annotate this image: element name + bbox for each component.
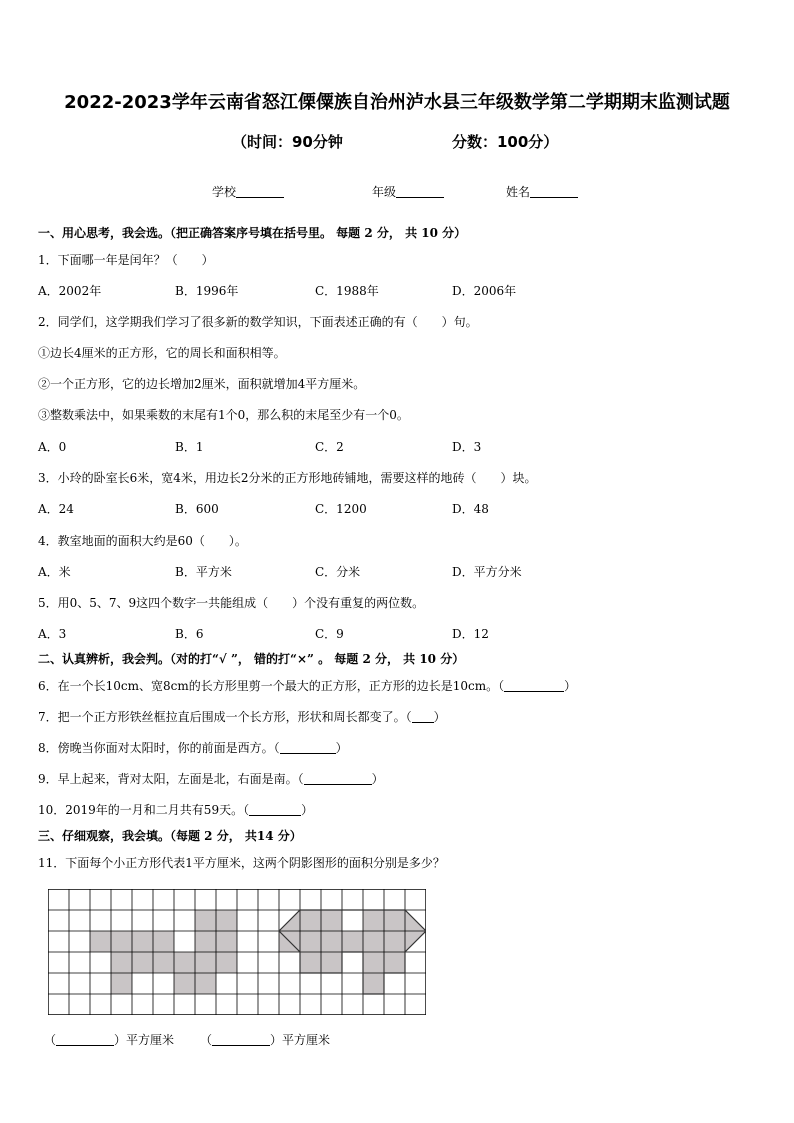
grade-field[interactable]	[372, 183, 444, 200]
q3-option-b[interactable]: B．600	[175, 502, 219, 516]
question-6	[38, 677, 576, 694]
shape-1-cell	[111, 952, 132, 973]
q7-text: 7．把一个正方形铁丝框拉直后围成一个长方形，形状和周长都变了。（	[38, 710, 412, 724]
q8-answer-blank[interactable]	[280, 741, 336, 754]
school-blank[interactable]	[236, 185, 284, 198]
q2-option-a[interactable]: A．0	[38, 440, 67, 454]
q3-option-c[interactable]: C．1200	[315, 502, 367, 516]
q11-answer-2-unit: ）平方厘米	[270, 1033, 331, 1047]
shape-1-cell	[174, 973, 195, 994]
shape-1-cell	[216, 910, 237, 931]
shape-2-cell	[384, 910, 405, 931]
grade-label: 年级	[372, 185, 397, 199]
question-3: 3．小玲的卧室长6米，宽4米，用边长2分米的正方形地砖铺地，需要这样的地砖（ ）块。	[38, 471, 537, 485]
q6-close: ）	[564, 679, 577, 693]
shape-1-cell	[132, 952, 153, 973]
q2-statement-2: ②一个正方形，它的边长增加2厘米，面积就增加4平方厘米。	[38, 377, 366, 391]
q2-option-b[interactable]: B．1	[175, 440, 204, 454]
grade-blank[interactable]	[396, 185, 444, 198]
question-10	[38, 801, 313, 818]
shape-2-cell	[321, 910, 342, 931]
shape-2-cell	[300, 952, 321, 973]
question-5: 5．用0、5、7、9这四个数字一共能组成（ ）个没有重复的两位数。	[38, 596, 425, 610]
q5-option-c[interactable]: C．9	[315, 627, 344, 641]
name-blank[interactable]	[530, 185, 578, 198]
q2-statement-3: ③整数乘法中，如果乘数的末尾有1个0，那么积的末尾至少有一个0。	[38, 408, 409, 422]
question-9	[38, 770, 384, 787]
q10-answer-blank[interactable]	[249, 803, 301, 816]
shape-1-cell	[90, 931, 111, 952]
q6-text: 6．在一个长10cm、宽8cm的长方形里剪一个最大的正方形，正方形的边长是10cm。（	[38, 679, 505, 693]
q7-close: ）	[433, 710, 446, 724]
q8-text: 8．傍晚当你面对太阳时，你的前面是西方。（	[38, 741, 280, 755]
q5-option-d[interactable]: D．12	[452, 627, 489, 641]
name-field[interactable]	[506, 183, 578, 200]
q11-answer-1-blank[interactable]	[56, 1033, 114, 1046]
shape-1-cell	[111, 931, 132, 952]
shape-2-cell	[300, 931, 321, 952]
q11-answer-1-unit: ）平方厘米	[114, 1033, 175, 1047]
q11-answer-1-open: （	[44, 1033, 57, 1047]
q9-answer-blank[interactable]	[304, 772, 372, 785]
q2-option-d[interactable]: D．3	[452, 440, 482, 454]
question-4: 4．教室地面的面积大约是60（ ）。	[38, 534, 247, 548]
shape-2-cell	[342, 931, 363, 952]
shape-1-cell	[153, 952, 174, 973]
q4-option-b[interactable]: B．平方米	[175, 565, 232, 579]
q11-answer-2-open: （	[200, 1033, 213, 1047]
shape-1-cell	[216, 931, 237, 952]
q11-answer-2	[200, 1031, 330, 1048]
q2-option-c[interactable]: C．2	[315, 440, 344, 454]
shape-1-cell	[195, 973, 216, 994]
q4-option-c[interactable]: C．分米	[315, 565, 361, 579]
shape-1-cell	[153, 931, 174, 952]
shape-1-cell	[195, 952, 216, 973]
shape-2-cell	[363, 910, 384, 931]
shape-1-cell	[174, 952, 195, 973]
q1-option-d[interactable]: D．2006年	[452, 284, 517, 298]
q11-answer-1	[44, 1031, 174, 1048]
exam-time: （时间：90分钟	[232, 133, 343, 151]
section-2-heading: 二、认真辨析，我会判。（对的打“√ ”， 错的打“×” 。 每题 2 分， 共 10 分）	[38, 652, 465, 666]
shape-2-cell	[384, 931, 405, 952]
page-title: 2022-2023学年云南省怒江傈僳族自治州泸水县三年级数学第二学期期末监测试题	[64, 92, 730, 113]
question-8	[38, 739, 348, 756]
q1-option-a[interactable]: A．2002年	[38, 284, 102, 298]
question-11: 11．下面每个小正方形代表1平方厘米，这两个阴影图形的面积分别是多少？	[38, 856, 445, 870]
q6-answer-blank[interactable]	[504, 679, 564, 692]
shape-2-cell	[363, 931, 384, 952]
shape-2-cell	[384, 952, 405, 973]
shape-2-cell	[300, 910, 321, 931]
exam-score: 分数：100分）	[452, 133, 559, 151]
section-3-heading: 三、仔细观察，我会填。（每题 2 分， 共14 分）	[38, 829, 302, 843]
shape-1-cell	[111, 973, 132, 994]
q5-option-b[interactable]: B．6	[175, 627, 204, 641]
shape-1-cell	[195, 910, 216, 931]
question-1: 1．下面哪一年是闰年？（ ）	[38, 253, 214, 267]
q4-option-d[interactable]: D．平方分米	[452, 565, 522, 579]
q2-statement-1: ①边长4厘米的正方形，它的周长和面积相等。	[38, 346, 286, 360]
q8-close: ）	[335, 741, 348, 755]
question-7	[38, 708, 446, 725]
school-field[interactable]	[212, 183, 284, 200]
name-label: 姓名	[506, 185, 531, 199]
q1-option-b[interactable]: B．1996年	[175, 284, 239, 298]
q7-answer-blank[interactable]	[412, 710, 434, 723]
q10-close: ）	[301, 803, 314, 817]
grid-figure	[48, 889, 426, 1015]
q9-text: 9．早上起来，背对太阳，左面是北，右面是南。（	[38, 772, 304, 786]
shape-2-cell	[321, 952, 342, 973]
shape-1-cell	[216, 952, 237, 973]
shape-1-cell	[132, 931, 153, 952]
q10-text: 10．2019年的一月和二月共有59天。（	[38, 803, 250, 817]
q5-option-a[interactable]: A．3	[38, 627, 67, 641]
shape-2-cell	[363, 952, 384, 973]
q4-option-a[interactable]: A．米	[38, 565, 71, 579]
q1-option-c[interactable]: C．1988年	[315, 284, 379, 298]
question-2: 2．同学们，这学期我们学习了很多新的数学知识，下面表述正确的有（ ）句。	[38, 315, 478, 329]
section-1-heading: 一、用心思考，我会选。（把正确答案序号填在括号里。 每题 2 分， 共 10 分）	[38, 226, 467, 240]
school-label: 学校	[212, 185, 237, 199]
shape-2-cell	[321, 931, 342, 952]
q3-option-d[interactable]: D．48	[452, 502, 489, 516]
shape-2-cell	[363, 973, 384, 994]
q3-option-a[interactable]: A．24	[38, 502, 74, 516]
shape-1-cell	[195, 931, 216, 952]
q9-close: ）	[371, 772, 384, 786]
q11-answer-2-blank[interactable]	[212, 1033, 270, 1046]
